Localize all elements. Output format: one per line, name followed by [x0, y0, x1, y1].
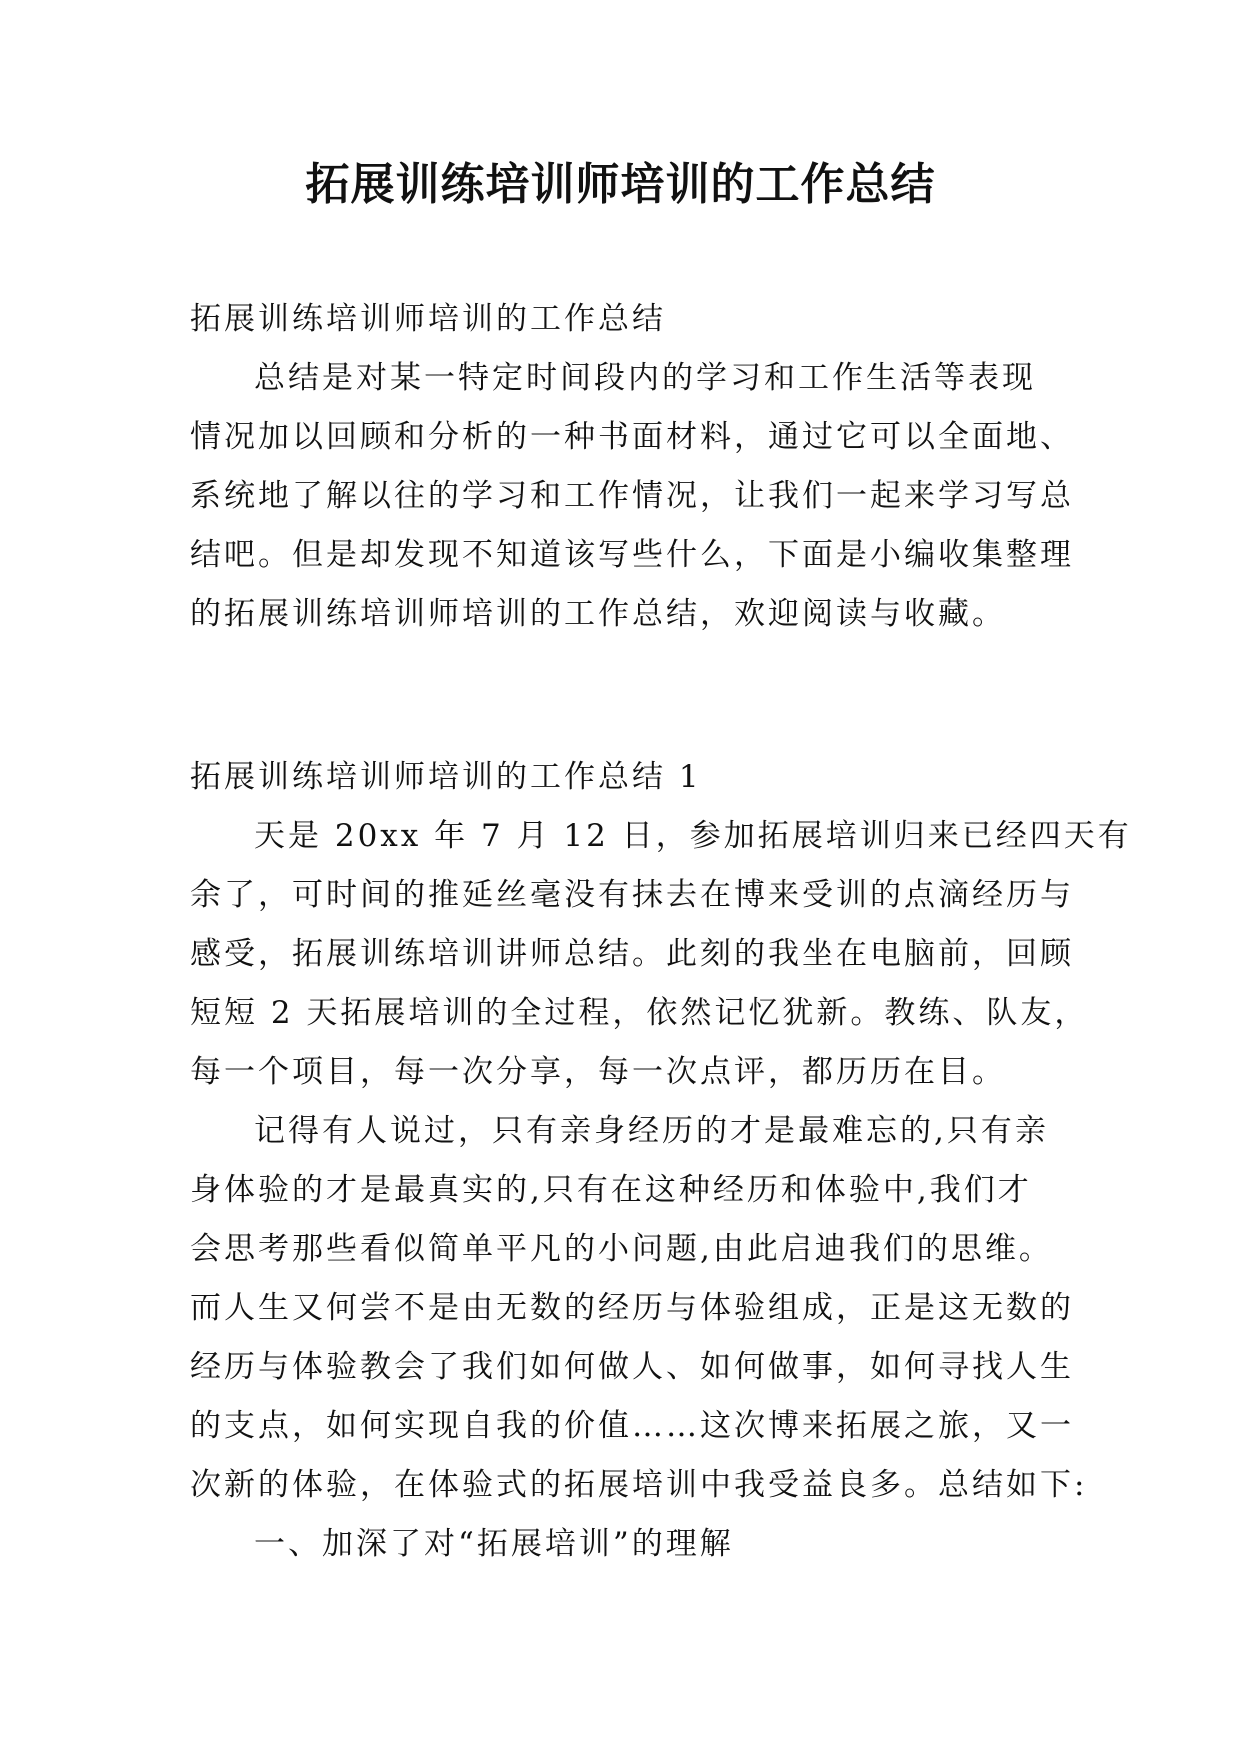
- spacer: [190, 644, 1060, 748]
- paragraph-line: 次新的体验，在体验式的拓展培训中我受益良多。总结如下:: [190, 1467, 1088, 1503]
- intro-line: 情况加以回顾和分析的一种书面材料，通过它可以全面地、: [190, 419, 1074, 455]
- intro-line: 的拓展训练培训师培训的工作总结，欢迎阅读与收藏。: [190, 596, 1006, 632]
- paragraph-line: 而人生又何尝不是由无数的经历与体验组成，正是这无数的: [190, 1290, 1074, 1326]
- paragraph-line: 经历与体验教会了我们如何做人、如何做事，如何寻找人生: [190, 1349, 1074, 1385]
- paragraph-2: [190, 1102, 1088, 1515]
- paragraph-line: 短短 2 天拓展培训的全过程，依然记忆犹新。教练、队友，: [190, 995, 1089, 1031]
- intro-line: 系统地了解以往的学习和工作情况，让我们一起来学习写总: [190, 478, 1074, 514]
- paragraph-line: 会思考那些看似简单平凡的小问题,由此启迪我们的思维。: [190, 1231, 1053, 1267]
- intro-paragraph: [190, 349, 1074, 644]
- section-heading: 拓展训练培训师培训的工作总结 1: [190, 759, 702, 795]
- paragraph-line: 每一个项目，每一次分享，每一次点评，都历历在目。: [190, 1054, 1006, 1090]
- paragraph-1: [190, 807, 1132, 1102]
- subheading: 一、加深了对“拓展培训”的理解: [254, 1526, 734, 1562]
- intro-heading: 拓展训练培训师培训的工作总结: [190, 301, 666, 337]
- paragraph-line: 记得有人说过，只有亲身经历的才是最难忘的,只有亲: [254, 1113, 1049, 1149]
- intro-line: 结吧。但是却发现不知道该写些什么，下面是小编收集整理: [190, 537, 1074, 573]
- paragraph-line: 余了，可时间的推延丝毫没有抹去在博来受训的点滴经历与: [190, 877, 1074, 913]
- paragraph-line: 身体验的才是最真实的,只有在这种经历和体验中,我们才: [190, 1172, 1032, 1208]
- paragraph-line: 天是 20xx 年 7 月 12 日，参加拓展培训归来已经四天有: [254, 818, 1132, 854]
- intro-line: 总结是对某一特定时间段内的学习和工作生活等表现: [254, 360, 1036, 396]
- document-title: 拓展训练培训师培训的工作总结: [305, 159, 936, 210]
- paragraph-line: 的支点，如何实现自我的价值……这次博来拓展之旅，又一: [190, 1408, 1074, 1444]
- document-body: [190, 290, 1132, 1574]
- paragraph-line: 感受，拓展训练培训讲师总结。此刻的我坐在电脑前，回顾: [190, 936, 1074, 972]
